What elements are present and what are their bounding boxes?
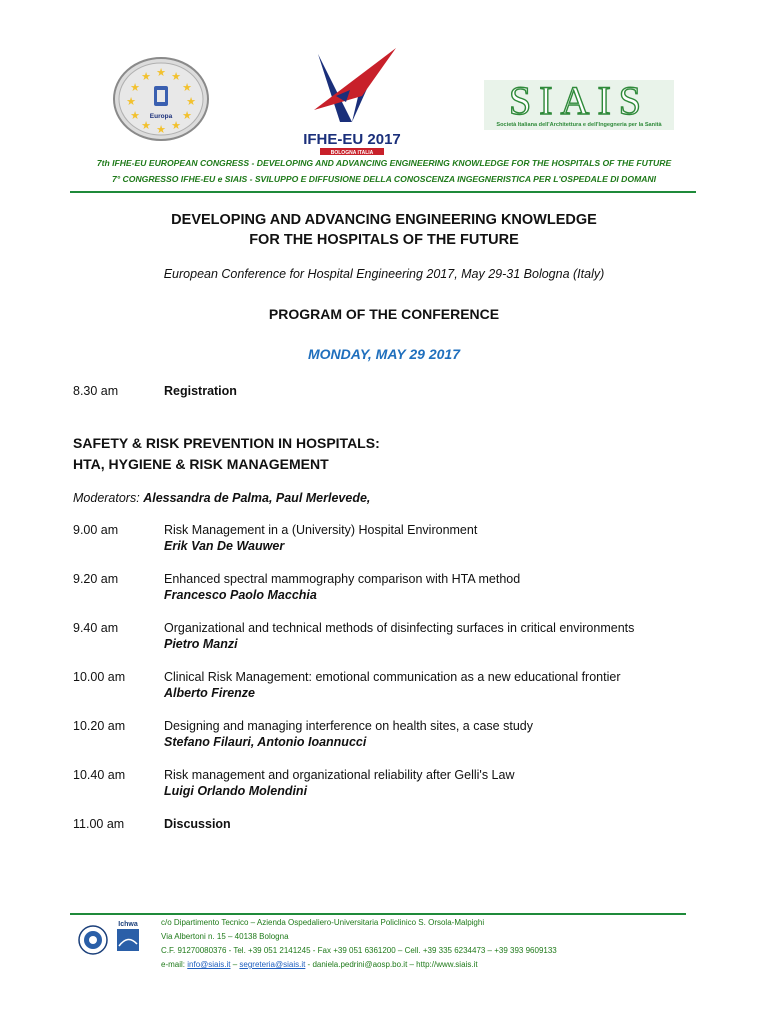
talk-time: 10.00 am (73, 670, 126, 684)
svg-text:★: ★ (141, 119, 151, 132)
footer-email-line (161, 960, 478, 969)
talk-time: 10.20 am (73, 719, 126, 733)
footer-email-prefix: e-mail: (161, 960, 186, 969)
registration-label: Registration (164, 384, 237, 398)
talk-title: Clinical Risk Management: emotional communication as a new educational frontier (164, 670, 621, 684)
discussion-label: Discussion (164, 817, 231, 831)
talk-speaker: Erik Van De Wauwer (164, 539, 285, 553)
email-link-segreteria[interactable]: segreteria@siais.it (239, 960, 306, 969)
europa-logo (112, 56, 210, 142)
svg-text:★: ★ (156, 66, 166, 79)
svg-text:★: ★ (171, 119, 181, 132)
svg-text:★: ★ (126, 95, 136, 108)
europa-logo-text: Europa (149, 113, 173, 120)
talk-title: Designing and managing interference on health sites, a case study (164, 719, 533, 733)
talk-speaker: Stefano Filauri, Antonio Ioannucci (164, 735, 367, 749)
talk-title: Enhanced spectral mammography comparison with HTA method (164, 572, 521, 586)
talk-speaker: Francesco Paolo Macchia (164, 588, 317, 602)
europa-logo-graphic (112, 56, 210, 142)
talk-title: Organizational and technical methods of disinfecting surfaces in critical environments (164, 621, 635, 635)
header-divider (70, 191, 696, 193)
document-title-line1: DEVELOPING AND ADVANCING ENGINEERING KNOWLEDGE (171, 212, 597, 228)
day-heading: MONDAY, MAY 29 2017 (308, 346, 460, 362)
moderators-names: Alessandra de Palma, Paul Merlevede, (143, 491, 371, 505)
svg-text:★: ★ (141, 70, 151, 83)
seal-icon (78, 925, 108, 955)
email-link-info[interactable]: info@siais.it (187, 960, 231, 969)
talk-speaker: Luigi Orlando Molendini (164, 784, 308, 798)
moderators-label: Moderators: (73, 491, 140, 505)
program-heading: PROGRAM OF THE CONFERENCE (268, 306, 500, 322)
ifhe-logo-graphic (300, 44, 404, 156)
talk-speaker: Pietro Manzi (164, 637, 238, 651)
footer-address-line1: c/o Dipartimento Tecnico – Azienda Ospedaliero-Universitaria Policlinico S. Orsola-Malpighi (161, 918, 485, 927)
discussion-time: 11.00 am (73, 817, 125, 831)
ifhe-logo-subtext: BOLOGNA ITALIA (330, 150, 374, 156)
footer-email-rest: - daniela.pedrini@aosp.bo.it – http://www.siais.it (305, 960, 478, 969)
footer-divider (70, 913, 686, 915)
footer-ichwa-logo (115, 918, 141, 958)
footer-email-separator: – (230, 960, 240, 969)
footer-address-line2: Via Albertoni n. 15 – 40138 Bologna (161, 932, 289, 941)
talk-time: 9.20 am (73, 572, 119, 586)
svg-text:★: ★ (186, 95, 196, 108)
siais-logo-text: SIAIS (508, 80, 650, 123)
svg-text:★: ★ (171, 70, 181, 83)
registration-time: 8.30 am (73, 384, 119, 398)
ichwa-logo-text: Ichwa (118, 921, 138, 928)
ifhe-logo (300, 44, 404, 156)
ifhe-logo-text: IFHE-EU 2017 (303, 131, 401, 148)
svg-text:★: ★ (182, 109, 192, 122)
congress-subtitle-en: 7th IFHE-EU EUROPEAN CONGRESS - DEVELOPING AND ADVANCING ENGINEERING KNOWLEDGE FOR THE HOSPITALS OF THE FUTURE (96, 158, 672, 168)
footer-seal-logo (78, 925, 108, 955)
talk-title: Risk Management in a (University) Hospital Environment (164, 523, 478, 537)
svg-text:★: ★ (130, 109, 140, 122)
document-title-line2: FOR THE HOSPITALS OF THE FUTURE (249, 232, 519, 248)
footer-contact-line: C.F. 91270080376 - Tel. +39 051 2141245 - Fax +39 051 6361200 – Cell. +39 335 6234473 – +39 393 9609133 (161, 946, 557, 955)
moderators (73, 491, 370, 505)
talk-speaker: Alberto Firenze (164, 686, 255, 700)
talk-title: Risk management and organizational reliability after Gelli's Law (164, 768, 515, 782)
congress-subtitle-it: 7° CONGRESSO IFHE-EU e SIAIS - SVILUPPO E DIFFUSIONE DELLA CONOSCENZA INGEGNERISTICA PER L'OSPEDALE DI DOMANI (111, 174, 657, 184)
siais-logo-graphic (484, 80, 674, 130)
siais-logo-subtext: Società Italiana dell'Architettura e dell'Ingegneria per la Sanità (496, 122, 662, 128)
talk-time: 9.00 am (73, 523, 119, 537)
conference-line: European Conference for Hospital Engineering 2017, May 29-31 Bologna (Italy) (163, 267, 605, 281)
svg-text:★: ★ (130, 81, 140, 94)
svg-text:★: ★ (156, 123, 166, 136)
ichwa-logo-graphic (115, 918, 141, 958)
talk-time: 9.40 am (73, 621, 119, 635)
session-title-line2: HTA, HYGIENE & RISK MANAGEMENT (73, 456, 329, 472)
session-title-line1: SAFETY & RISK PREVENTION IN HOSPITALS: (73, 435, 380, 451)
talk-time: 10.40 am (73, 768, 126, 782)
siais-logo (484, 80, 674, 130)
svg-text:★: ★ (182, 81, 192, 94)
